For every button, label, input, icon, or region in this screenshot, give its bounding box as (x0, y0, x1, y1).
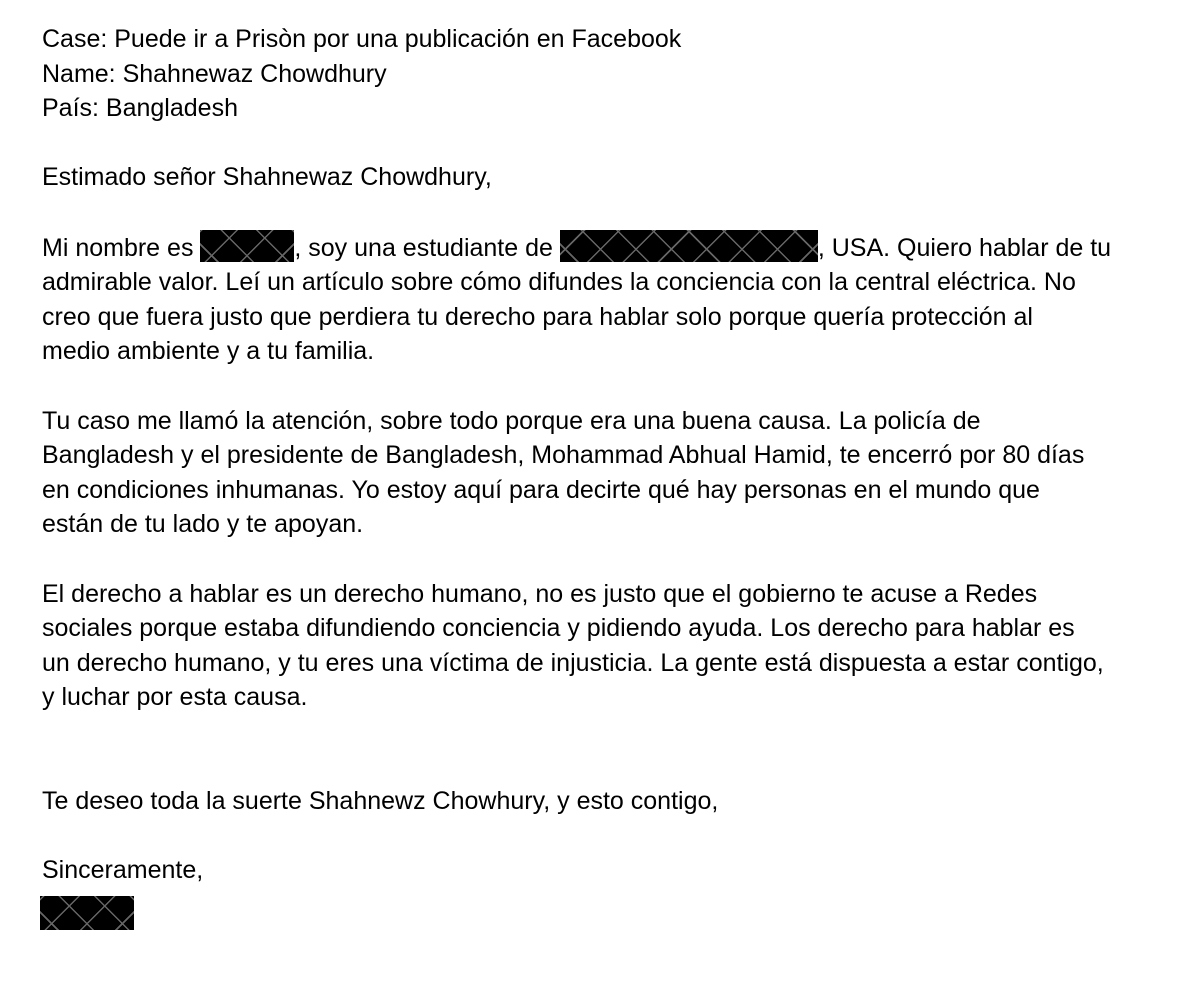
paragraph-case (42, 404, 1172, 542)
intro-text: Mi nombre es (42, 233, 201, 262)
paragraph-line (42, 230, 1172, 266)
intro-text: , USA. Quiero hablar de tu (817, 233, 1112, 262)
spacer (42, 126, 1172, 161)
paragraph-line: El derecho a hablar es un derecho humano, no es justo que el gobierno te acuse a Redes (42, 579, 1038, 608)
greeting: Estimado señor Shahnewaz Chowdhury, (42, 163, 492, 192)
paragraph-line: Bangladesh y el presidente de Bangladesh, Mohammad Abhual Hamid, te encerró por 80 días (42, 441, 1085, 470)
paragraph-introduction (42, 230, 1172, 369)
intro-text: , soy una estudiante de (294, 233, 560, 262)
redacted-school-block (560, 230, 818, 262)
paragraph-line: Tu caso me llamó la atención, sobre todo porque era una buena causa. La policía de (42, 406, 981, 435)
paragraph-line: medio ambiente y a tu familia. (42, 337, 375, 366)
paragraph-line: admirable valor. Leí un artículo sobre cómo difundes la conciencia con la central eléctrica. No (42, 268, 1076, 297)
spacer (42, 819, 1172, 854)
redacted-signature-block (40, 896, 134, 930)
paragraph-line: en condiciones inhumanas. Yo estoy aquí para decirte qué hay personas en el mundo que (42, 475, 1040, 504)
letter-document (42, 22, 1172, 933)
closing-line: Te deseo toda la suerte Shahnewz Chowhury, y esto contigo, (42, 787, 719, 816)
paragraph-line: están de tu lado y te apoyan. (42, 510, 364, 539)
paragraph-line: un derecho humano, y tu eres una víctima de injusticia. La gente está dispuesta a estar contigo, (42, 648, 1104, 677)
case-line: Case: Puede ir a Prisòn por una publicación en Facebook (42, 25, 682, 53)
paragraph-line: y luchar por esta causa. (42, 683, 308, 712)
spacer (42, 369, 1172, 404)
spacer (42, 542, 1172, 577)
signoff-line: Sinceramente, (42, 856, 204, 885)
spacer (42, 715, 1172, 784)
country-line: País: Bangladesh (42, 94, 238, 123)
redacted-name-block (200, 230, 294, 262)
paragraph-line: creo que fuera justo que perdiera tu derecho para hablar solo porque quería protección al (42, 302, 1033, 331)
paragraph-rights (42, 577, 1172, 715)
spacer (42, 195, 1172, 230)
signature-row (40, 896, 1172, 934)
name-line: Name: Shahnewaz Chowdhury (42, 59, 387, 88)
paragraph-line: sociales porque estaba difundiendo conciencia y pidiendo ayuda. Los derecho para hablar es (42, 614, 1075, 643)
